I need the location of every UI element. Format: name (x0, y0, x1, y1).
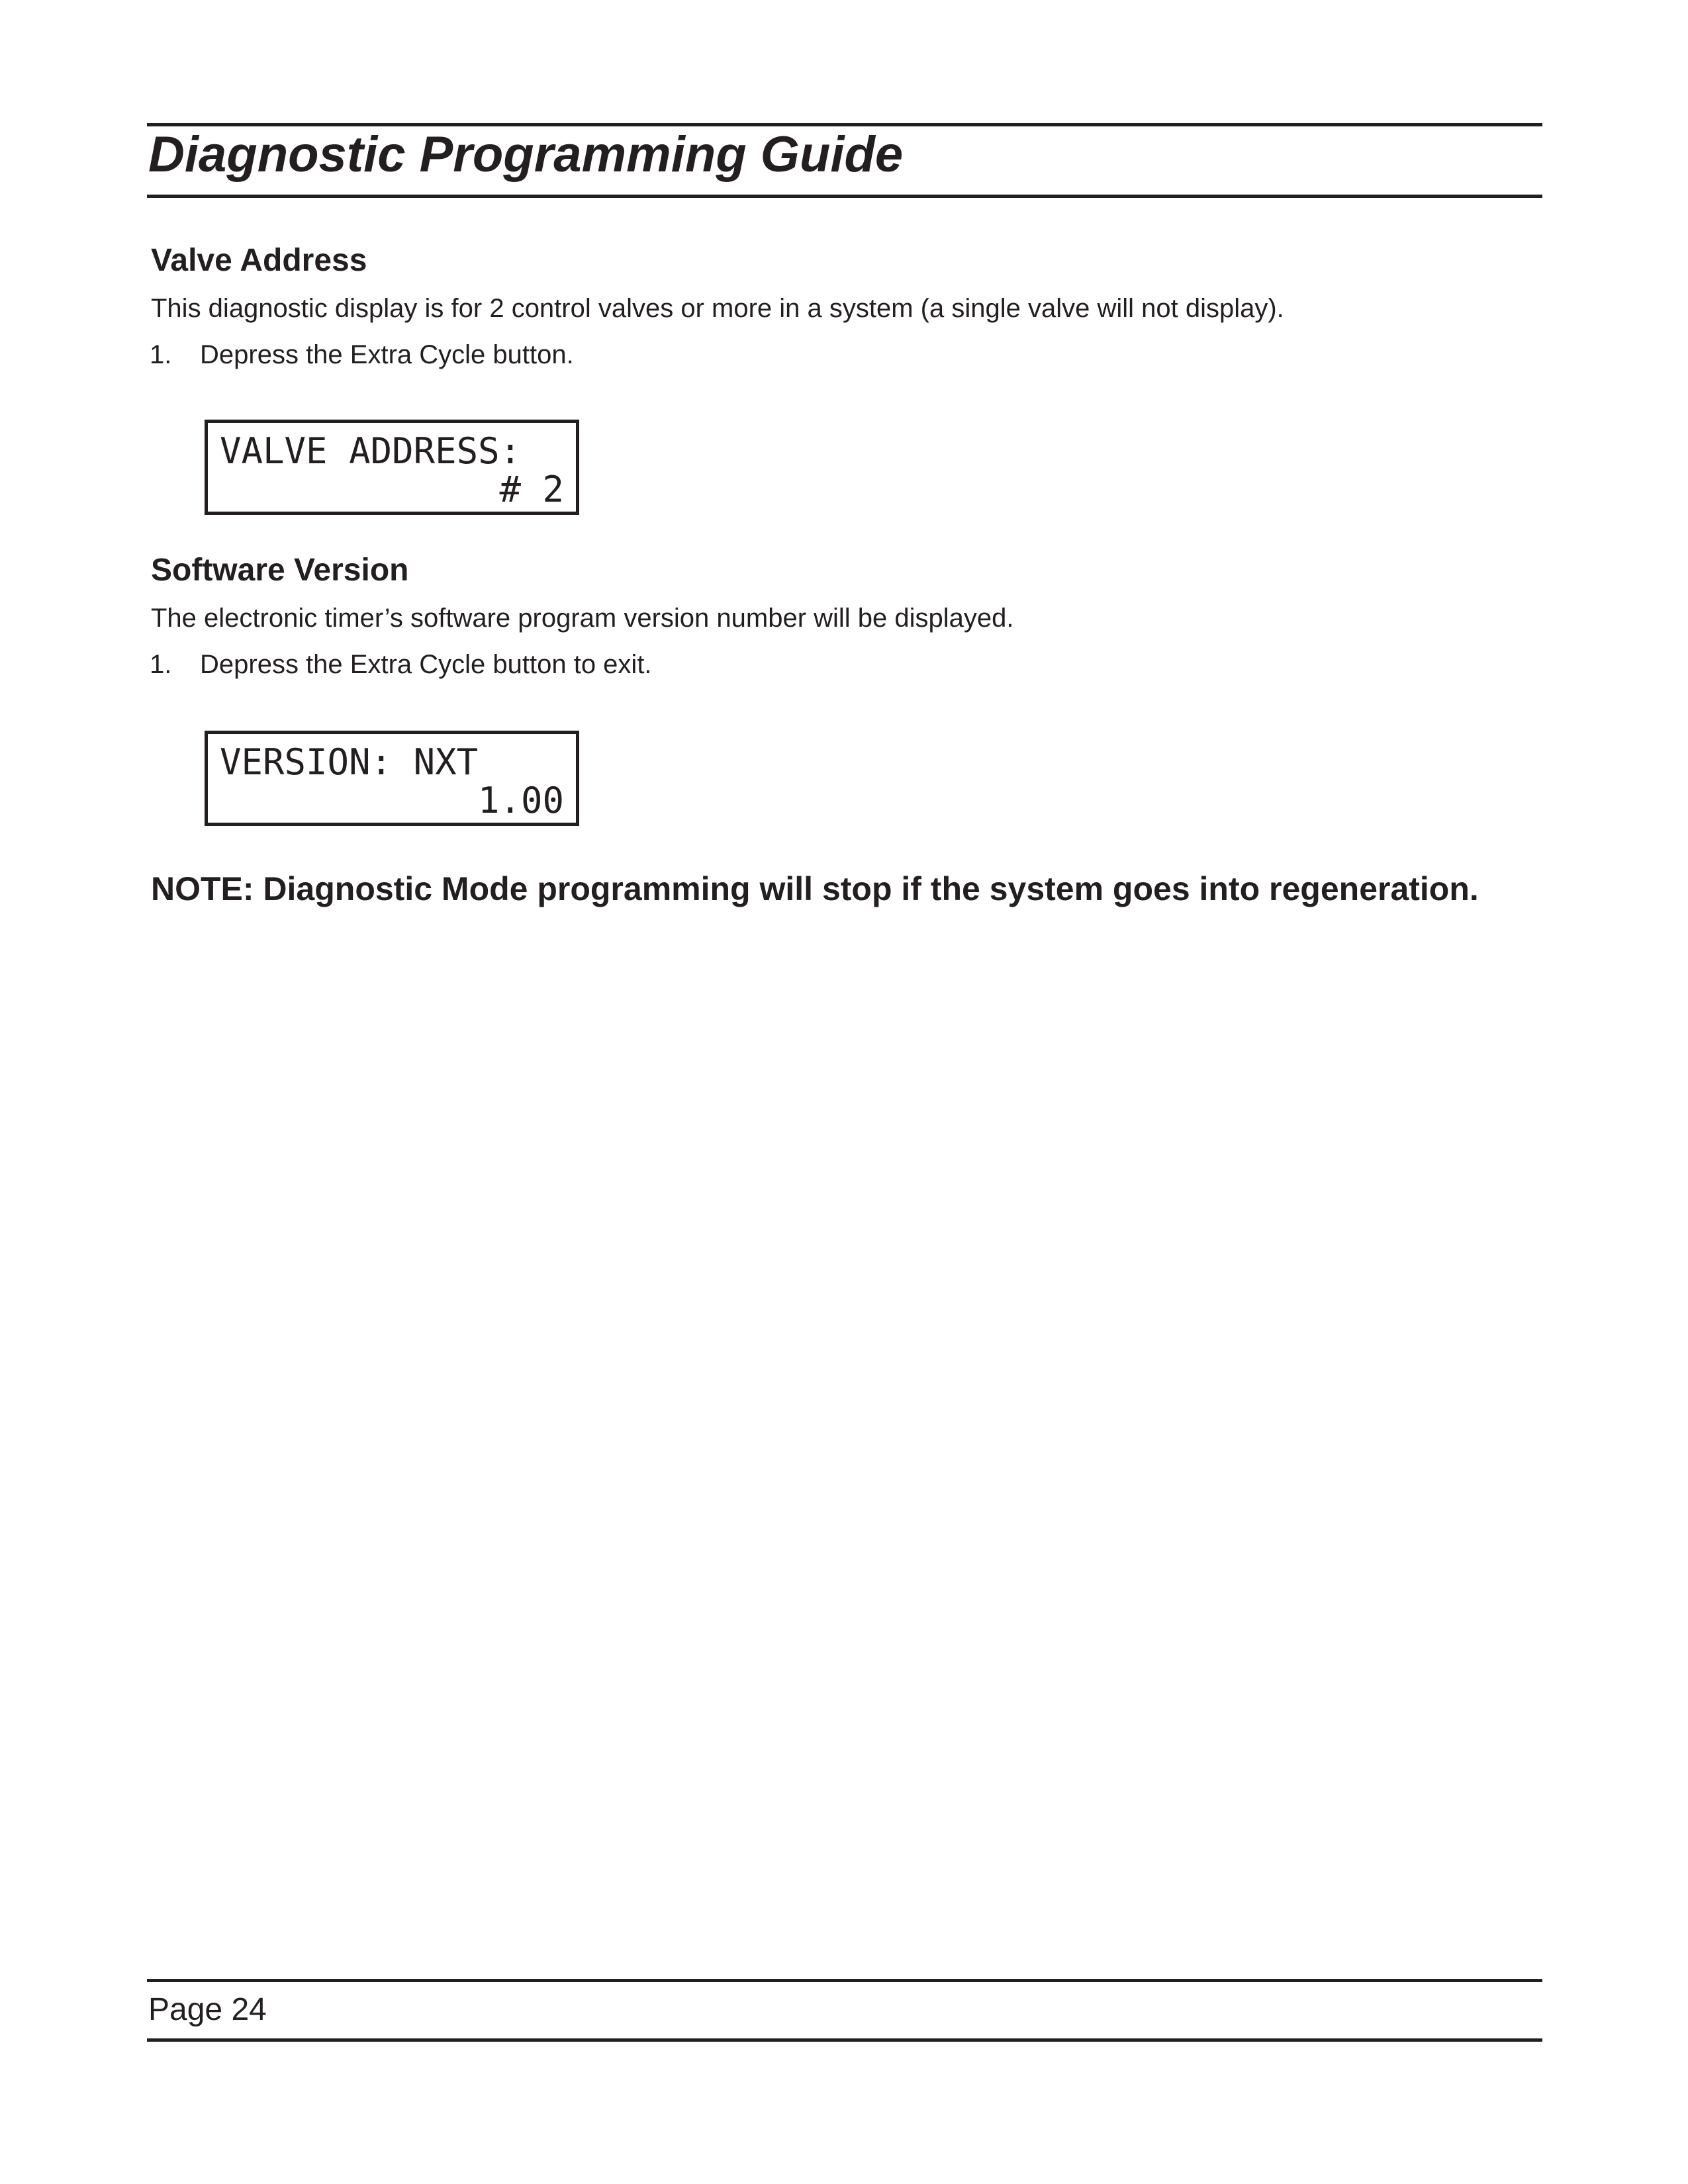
lcd-line-1: VALVE ADDRESS: (220, 430, 522, 472)
lcd-line-2: # 2 (499, 469, 564, 510)
lcd-line-1: VERSION: NXT (220, 741, 479, 783)
section-heading-software-version: Software Version (151, 553, 409, 588)
lcd-line-2: 1.00 (477, 780, 564, 821)
header-bottom-rule (147, 195, 1542, 198)
section-heading-valve-address: Valve Address (151, 243, 367, 278)
footer-top-rule (147, 1979, 1542, 1982)
footer-bottom-rule (147, 2038, 1542, 2042)
section-description-software-version: The electronic timer’s software program version number will be displayed. (151, 604, 1014, 633)
page-number: Page 24 (148, 1992, 267, 2027)
step-number: 1. (150, 650, 172, 679)
section-description-valve-address: This diagnostic display is for 2 control valves or more in a system (a single valve will not display). (151, 294, 1284, 323)
step-item-software-version (150, 651, 652, 678)
step-text: Depress the Extra Cycle button. (200, 340, 574, 369)
step-number: 1. (150, 340, 172, 369)
lcd-display-valve-address (205, 420, 579, 515)
step-text: Depress the Extra Cycle button to exit. (200, 650, 652, 679)
page-title: Diagnostic Programming Guide (148, 126, 904, 183)
regeneration-note: NOTE: Diagnostic Mode programming will stop if the system goes into regeneration. (151, 870, 1479, 907)
step-item-valve-address (150, 341, 574, 368)
lcd-display-software-version (205, 731, 579, 826)
